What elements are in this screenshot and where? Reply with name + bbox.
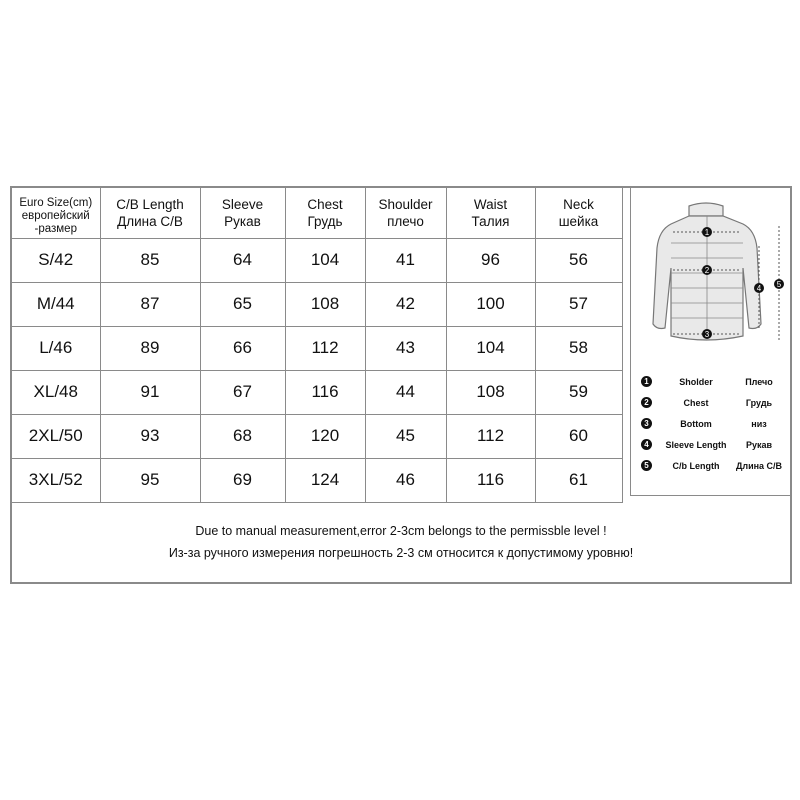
waist-cell: 104 (446, 326, 535, 370)
legend-label-en: Bottom (680, 419, 712, 429)
cb-length-cell: 85 (100, 238, 200, 282)
table-row (12, 238, 622, 282)
legend-number: 5 (641, 460, 652, 471)
legend-label-en: Chest (683, 398, 709, 408)
header-label-ru-2: -размер (34, 223, 77, 235)
header-label-ru: шейка (558, 214, 599, 229)
header-waist (446, 188, 535, 238)
size-cell: M/44 (12, 282, 100, 326)
neck-cell: 57 (535, 282, 622, 326)
legend-label-en: Sleeve Length (665, 440, 727, 450)
legend-number: 2 (641, 397, 652, 408)
header-label-en: Waist (473, 197, 508, 212)
sleeve-cell: 65 (200, 282, 285, 326)
header-label-en: Neck (563, 197, 594, 212)
marker-2: 2 (704, 266, 710, 275)
header-cb-length (100, 188, 200, 238)
header-label-ru: Рукав (224, 214, 261, 229)
neck-cell: 61 (535, 458, 622, 502)
neck-cell: 58 (535, 326, 622, 370)
waist-cell: 116 (446, 458, 535, 502)
legend-item (641, 458, 791, 479)
size-cell: 2XL/50 (12, 414, 100, 458)
shoulder-cell: 43 (365, 326, 446, 370)
waist-cell: 96 (446, 238, 535, 282)
neck-cell: 59 (535, 370, 622, 414)
header-label-ru: Грудь (307, 214, 343, 229)
shoulder-cell: 46 (365, 458, 446, 502)
header-chest (285, 188, 365, 238)
header-label-en: Shoulder (378, 197, 433, 212)
legend-label-en: C/b Length (672, 461, 720, 471)
header-label-en: Chest (307, 197, 343, 212)
chest-cell: 116 (285, 370, 365, 414)
cb-length-cell: 95 (100, 458, 200, 502)
header-euro-size (12, 188, 100, 238)
header-row (12, 188, 622, 238)
table-row (12, 282, 622, 326)
header-label-ru: европейский (21, 210, 90, 222)
measurement-legend (641, 374, 791, 479)
waist-cell: 112 (446, 414, 535, 458)
sleeve-cell: 64 (200, 238, 285, 282)
header-sleeve (200, 188, 285, 238)
neck-cell: 56 (535, 238, 622, 282)
chest-cell: 104 (285, 238, 365, 282)
size-cell: S/42 (12, 238, 100, 282)
jacket-illustration (631, 188, 791, 368)
marker-1: 1 (704, 228, 710, 237)
legend-label-ru: Плечо (745, 377, 773, 387)
header-label-en: Sleeve (221, 197, 264, 212)
shoulder-cell: 44 (365, 370, 446, 414)
marker-5: 5 (776, 280, 782, 289)
header-label-en: C/B Length (116, 197, 184, 212)
sleeve-cell: 66 (200, 326, 285, 370)
measurement-notes (12, 496, 790, 582)
legend-item (641, 437, 791, 458)
legend-number: 3 (641, 418, 652, 429)
sleeve-cell: 69 (200, 458, 285, 502)
cb-length-cell: 93 (100, 414, 200, 458)
size-chart-frame (10, 186, 792, 584)
size-cell: 3XL/52 (12, 458, 100, 502)
neck-cell: 60 (535, 414, 622, 458)
chest-cell: 108 (285, 282, 365, 326)
shoulder-cell: 45 (365, 414, 446, 458)
note-english: Due to manual measurement,error 2-3cm belongs to the permissble level ! (195, 524, 607, 538)
legend-label-ru: Длина C/B (735, 461, 783, 471)
chest-cell: 112 (285, 326, 365, 370)
sleeve-cell: 67 (200, 370, 285, 414)
sleeve-cell: 68 (200, 414, 285, 458)
size-cell: XL/48 (12, 370, 100, 414)
cb-length-cell: 89 (100, 326, 200, 370)
table-row (12, 370, 622, 414)
note-russian: Из-за ручного измерения погрешность 2-3 см относится к допустимому уровню! (168, 546, 634, 560)
marker-3: 3 (704, 330, 710, 339)
header-label-ru: плечо (387, 214, 424, 229)
header-label-ru: Талия (471, 214, 510, 229)
legend-item (641, 395, 791, 416)
measurement-diagram-panel (630, 188, 792, 496)
shoulder-cell: 42 (365, 282, 446, 326)
legend-number: 4 (641, 439, 652, 450)
table-row (12, 326, 622, 370)
table-row (12, 414, 622, 458)
chest-cell: 124 (285, 458, 365, 502)
legend-number: 1 (641, 376, 652, 387)
header-label-ru: Длина C/B (117, 214, 183, 229)
legend-item (641, 374, 791, 395)
header-neck (535, 188, 622, 238)
size-table (12, 188, 623, 503)
size-cell: L/46 (12, 326, 100, 370)
chest-cell: 120 (285, 414, 365, 458)
header-shoulder (365, 188, 446, 238)
legend-item (641, 416, 791, 437)
cb-length-cell: 87 (100, 282, 200, 326)
marker-4: 4 (756, 284, 762, 293)
header-label-en: Euro Size(cm) (19, 197, 93, 209)
legend-label-en: Sholder (679, 377, 713, 387)
waist-cell: 108 (446, 370, 535, 414)
cb-length-cell: 91 (100, 370, 200, 414)
legend-label-ru: низ (751, 419, 767, 429)
shoulder-cell: 41 (365, 238, 446, 282)
legend-label-ru: Грудь (745, 398, 773, 408)
legend-label-ru: Рукав (745, 440, 773, 450)
waist-cell: 100 (446, 282, 535, 326)
